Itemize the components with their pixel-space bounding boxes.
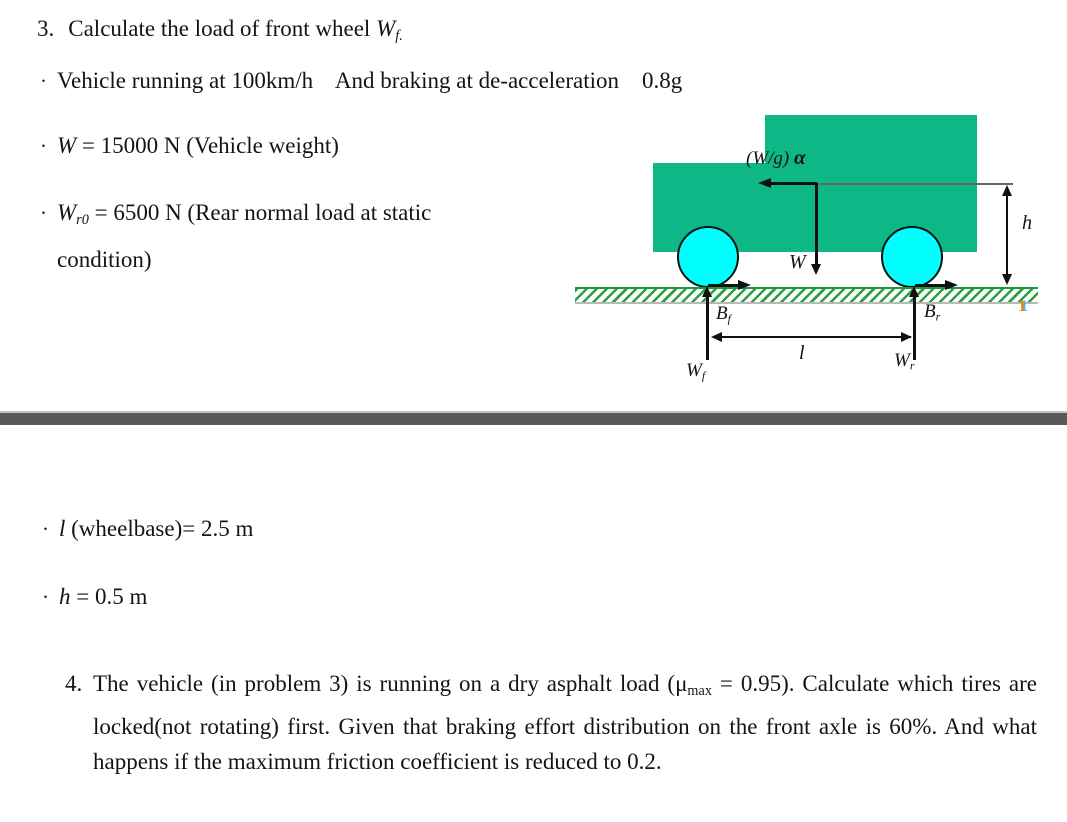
bullet-icon: · (40, 134, 47, 158)
rear-load-symbol: W (894, 350, 910, 371)
weight-arrow-line (815, 183, 818, 267)
front-brake-label (716, 303, 731, 326)
weight-arrowhead-icon (811, 264, 821, 275)
rear-wheel (881, 226, 943, 288)
alpha-symbol: α (794, 145, 806, 169)
height-text: = 0.5 m (70, 584, 148, 609)
inertia-arrow-line (770, 182, 817, 185)
bullet-rear-load-continuation (57, 245, 152, 275)
wheelbase-text: (wheelbase)= 2.5 m (65, 516, 254, 541)
front-brake-subscript: f (727, 312, 731, 326)
bullet-icon: · (42, 517, 49, 541)
wheelbase-dimension-label: l (799, 342, 805, 364)
rear-brake-arrowhead-icon (945, 280, 958, 290)
h-dimension-line (1006, 188, 1008, 282)
bullet-wheelbase (42, 514, 253, 544)
front-load-subscript: f (701, 369, 706, 383)
problem3-heading (37, 14, 403, 51)
problem4-paragraph (65, 666, 1037, 779)
rear-load-arrowhead-icon (909, 286, 919, 297)
cg-reference-line (817, 183, 1013, 185)
front-load-label (686, 360, 705, 383)
wheelbase-symbol: l (59, 516, 66, 541)
front-load-subscript: f. (395, 27, 403, 44)
problem3-title-text: Calculate the load of front wheel (68, 16, 377, 41)
speed-line-text: Vehicle running at 100km/h And braking at de-acceleration 0.8g (57, 68, 683, 93)
inertia-force-label (746, 145, 806, 170)
rear-load-text: = 6500 N (Rear normal load at static (88, 200, 432, 225)
front-wheel (677, 226, 739, 288)
rear-load-continuation-text: condition) (57, 247, 152, 272)
wheelbase-dimension-line (713, 336, 911, 338)
bullet-icon: · (40, 69, 47, 93)
rear-load-subscript: r0 (76, 211, 89, 228)
inertia-label-text: (W/g) (746, 148, 795, 169)
problem3-number: 3. (37, 16, 55, 41)
height-symbol: h (59, 584, 71, 609)
rear-load-subscript: r (909, 359, 915, 373)
ground-mark-text: 1 (1018, 298, 1026, 315)
section-divider (0, 411, 1067, 425)
bullet-height (42, 582, 147, 612)
h-dim-top-arrowhead-icon (1002, 185, 1012, 196)
front-load-arrowhead-icon (702, 286, 712, 297)
rear-load-symbol: W (57, 200, 77, 225)
bullet-icon: · (42, 585, 49, 609)
rear-brake-arrow-line (915, 284, 947, 287)
bullet-rear-load (40, 198, 431, 235)
weight-text: = 15000 N (Vehicle weight) (76, 133, 339, 158)
rear-brake-subscript: r (935, 310, 941, 324)
problem4-text-post: = 0.95). Calculate which tires are locked(not rotating) first. Given that braking effort distribution on the front axle is 60%. And what happens if the maximum friction coefficient is reduced to 0.2. (93, 671, 1038, 774)
rear-brake-symbol: B (924, 301, 936, 322)
mu-max-subscript: max (687, 682, 712, 699)
weight-symbol: W (57, 133, 77, 158)
problem4-text (93, 666, 1037, 779)
front-brake-symbol: B (716, 303, 728, 324)
wheelbase-right-arrowhead-icon (901, 332, 912, 342)
h-dim-bottom-arrowhead-icon (1002, 274, 1012, 285)
wheelbase-left-arrowhead-icon (711, 332, 722, 342)
inertia-arrowhead-icon (758, 178, 771, 188)
front-brake-arrow-line (708, 284, 740, 287)
h-dimension-label: h (1022, 212, 1032, 234)
front-brake-arrowhead-icon (738, 280, 751, 290)
front-load-arrow-line (706, 290, 709, 360)
bullet-weight (40, 131, 339, 161)
bullet-icon: · (40, 201, 47, 225)
problem4-number: 4. (65, 671, 83, 696)
problem4-text-pre: The vehicle (in problem 3) is running on a dry asphalt load (μ (93, 671, 688, 696)
front-load-symbol: W (376, 16, 396, 41)
front-load-symbol: W (686, 360, 702, 381)
rear-brake-label (924, 301, 940, 324)
bullet-speed (40, 66, 682, 96)
rear-load-label (894, 350, 914, 373)
weight-force-label: W (789, 251, 806, 273)
ground-hatch (575, 287, 1038, 304)
